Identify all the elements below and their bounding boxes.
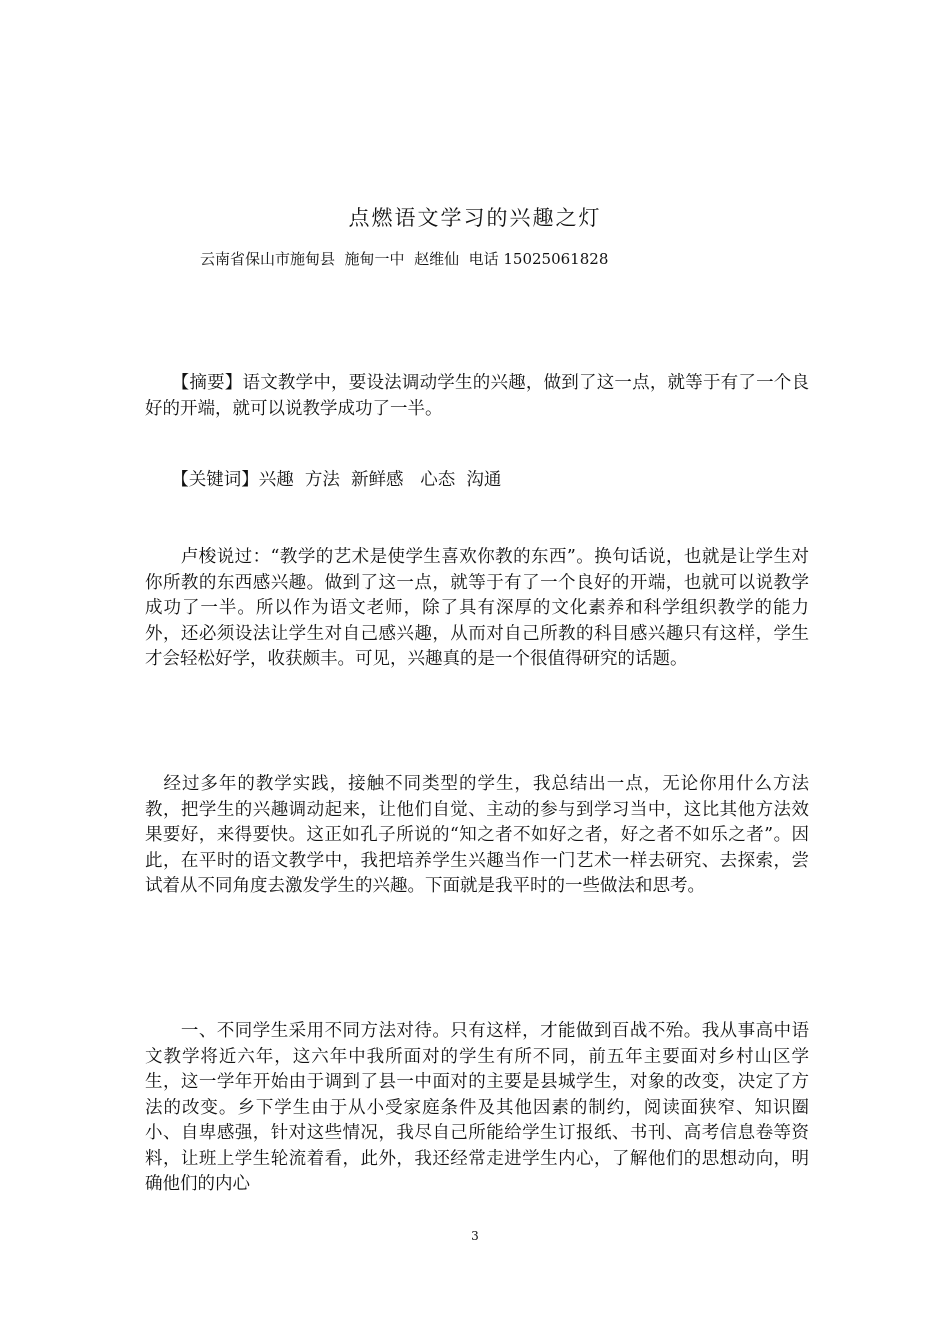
abstract-paragraph: 【摘要】语文教学中，要设法调动学生的兴趣，做到了这一点，就等于有了一个良好的开端，就可以说教学成功了一半。	[145, 373, 809, 419]
body-paragraph-2: 经过多年的教学实践，接触不同类型的学生，我总结出一点，无论你用什么方法教，把学生的兴趣调动起来，让他们自觉、主动的参与到学习当中，这比其他方法效果要好，来得要快。这正如孔子所说的“知之者不如好之者，好之者不如乐之者”。因此，在平时的语文教学中，我把培养学生兴趣当作一门艺术一样去研究、去探索，尝试着从不同角度去激发学生的兴趣。下面就是我平时的一些做法和思考。	[145, 774, 809, 896]
body-paragraph-3: 一、不同学生采用不同方法对待。只有这样，才能做到百战不殆。我从事高中语文教学将近六年，这六年中我所面对的学生有所不同，前五年主要面对乡村山区学生，这一学年开始由于调到了县一中面对的主要是县城学生，对象的改变，决定了方法的改变。乡下学生由于从小受家庭条件及其他因素的制约，阅读面狭窄、知识圈小、自卑感强，针对这些情况，我尽自己所能给学生订报纸、书刊、高考信息卷等资料，让班上学生轮流着看，此外，我还经常走进学生内心，了解他们的思想动向，明确他们的内心	[145, 1021, 809, 1194]
document-title: 点燃语文学习的兴趣之灯	[348, 206, 602, 230]
body-paragraph-1: 卢梭说过：“教学的艺术是使学生喜欢你教的东西”。换句话说，也就是让学生对你所教的东西感兴趣。做到了这一点，就等于有了一个良好的开端，也就可以说教学成功了一半。所以作为语文老师，除了具有深厚的文化素养和科学组织教学的能力外，还必须设法让学生对自己感兴趣，从而对自己所教的科目感兴趣只有这样，学生才会轻松好学，收获颇丰。可见，兴趣真的是一个很值得研究的话题。	[145, 547, 809, 669]
page-number: 3	[471, 1229, 479, 1243]
author-line: 云南省保山市施甸县 施甸一中 赵维仙 电话 15025061828	[200, 250, 609, 268]
keywords-line: 【关键词】兴趣 方法 新鲜感 心态 沟通	[145, 470, 502, 490]
